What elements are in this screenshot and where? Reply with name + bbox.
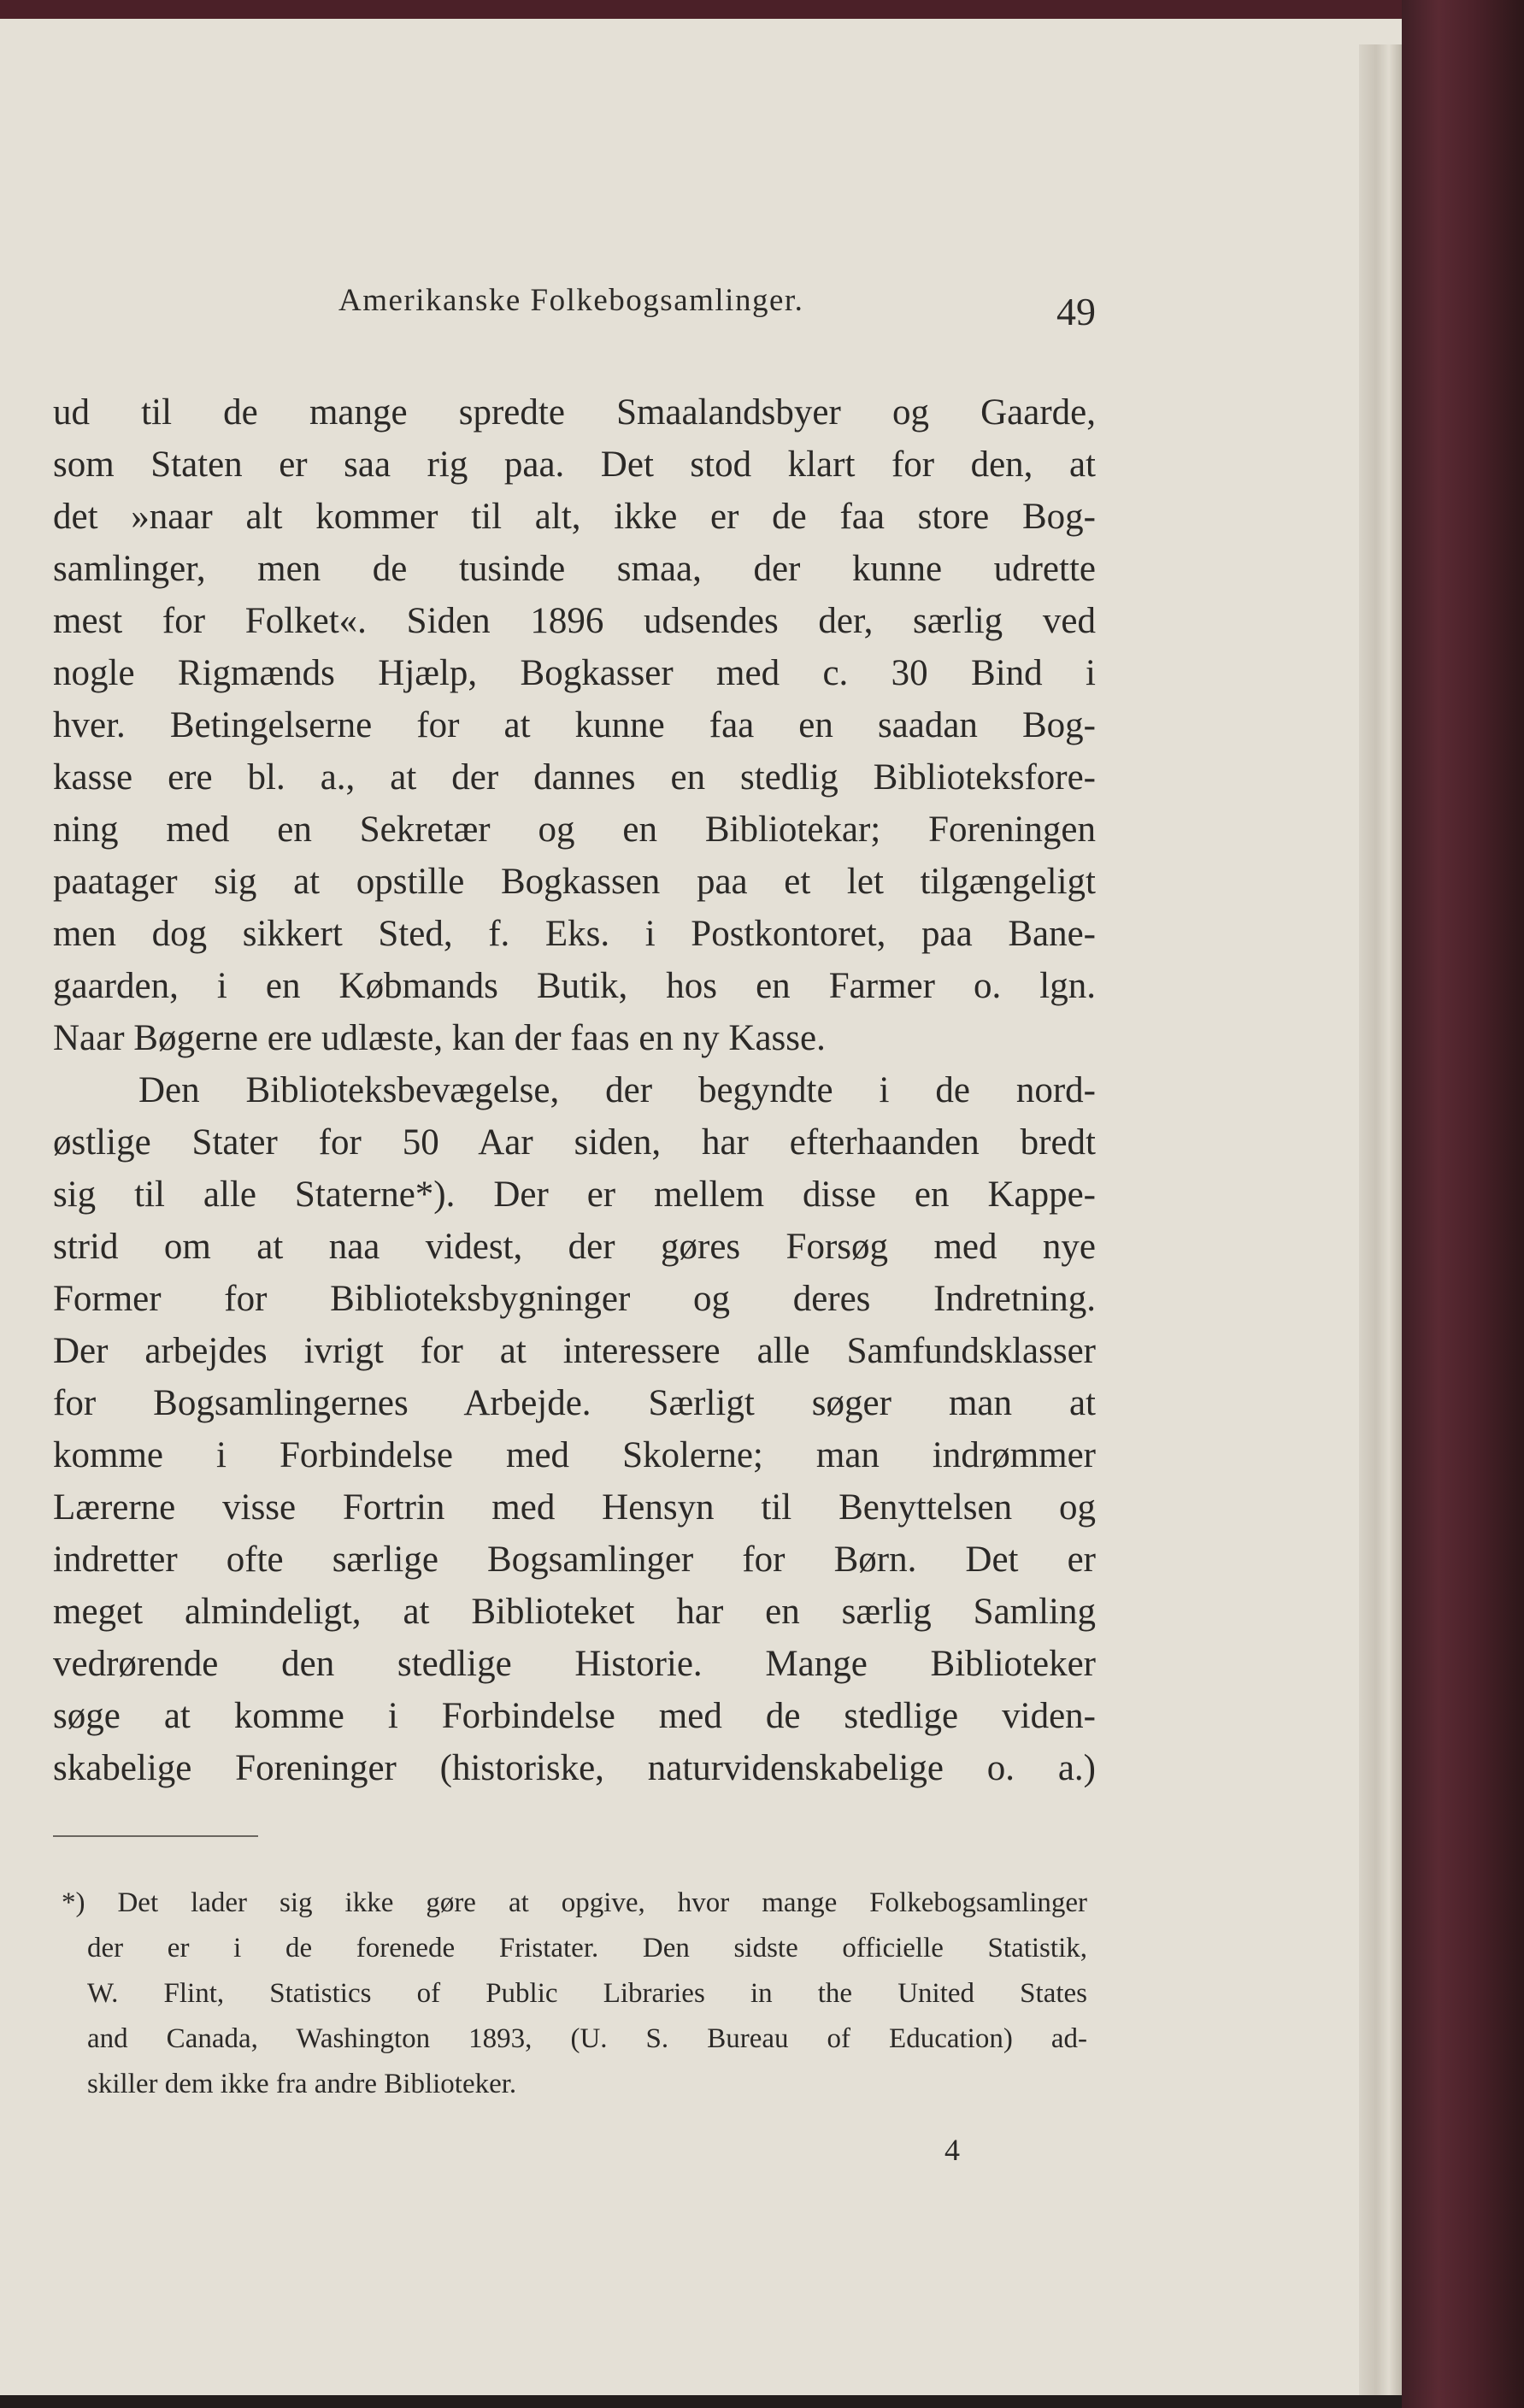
text-line: som Staten er saa rig paa. Det stod klart for den, at [53,445,1096,485]
page-edge-shadow [1359,44,1402,2395]
running-head: Amerikanske Folkebogsamlinger. [338,283,804,318]
text-line: sig til alle Staterne*). Der er mellem disse en Kappe- [53,1175,1096,1215]
book-binding-top [0,0,1524,21]
text-line: Der arbejdes ivrigt for at interessere alle Samfundsklasser [53,1331,1096,1371]
text-line: skabelige Foreninger (historiske, naturvidenskabelige o. a.) [53,1748,1096,1788]
text-line: meget almindeligt, at Biblioteket har en særlig Samling [53,1592,1096,1632]
text-line: strid om at naa videst, der gøres Forsøg med nye [53,1227,1096,1267]
text-line: men dog sikkert Sted, f. Eks. i Postkontoret, paa Bane- [53,914,1096,954]
page-number: 49 [1056,290,1096,333]
text-line: østlige Stater for 50 Aar siden, har efterhaanden bredt [53,1122,1096,1163]
text-line: Naar Bøgerne ere udlæste, kan der faas en ny Kasse. [53,1018,826,1058]
text-line: samlinger, men de tusinde smaa, der kunne udrette [53,549,1096,589]
text-line: nogle Rigmænds Hjælp, Bogkasser med c. 30 Bind i [53,653,1096,693]
text-line: komme i Forbindelse med Skolerne; man indrømmer [53,1435,1096,1475]
text-line: Lærerne visse Fortrin med Hensyn til Benyttelsen og [53,1487,1096,1528]
footnote-line: skiller dem ikke fra andre Biblioteker. [87,2069,517,2099]
text-line: søge at komme i Forbindelse med de stedlige viden- [53,1696,1096,1736]
footnote-line: der er i de forenede Fristater. Den sidste officielle Statistik, [87,1933,1087,1963]
text-line: indretter ofte særlige Bogsamlinger for Børn. Det er [53,1540,1096,1580]
footnote-line: *) Det lader sig ikke gøre at opgive, hvor mange Folkebogsamlinger [62,1887,1087,1918]
text-line: vedrørende den stedlige Historie. Mange Biblioteker [53,1644,1096,1684]
footnote-line: W. Flint, Statistics of Public Libraries in the United States [87,1978,1087,2009]
footnote-rule [53,1835,258,1837]
text-line: gaarden, i en Købmands Butik, hos en Farmer o. lgn. [53,966,1096,1006]
text-line: paatager sig at opstille Bogkassen paa et let tilgængeligt [53,862,1096,902]
text-line: Den Biblioteksbevægelse, der begyndte i de nord- [138,1070,1096,1110]
text-line: hver. Betingelserne for at kunne faa en saadan Bog- [53,705,1096,745]
footnote-line: and Canada, Washington 1893, (U. S. Bureau of Education) ad- [87,2023,1087,2054]
body-text [53,386,1096,1794]
signature-mark: 4 [944,2133,960,2167]
text-line: kasse ere bl. a., at der dannes en stedlig Biblioteksfore- [53,757,1096,798]
text-line: ning med en Sekretær og en Bibliotekar; Foreningen [53,810,1096,850]
book-binding-spine [1402,0,1524,2408]
text-line: mest for Folket«. Siden 1896 udsendes der, særlig ved [53,601,1096,641]
footnote [62,1881,1087,2107]
text-line: Former for Biblioteksbygninger og deres Indretning. [53,1279,1096,1319]
text-line: for Bogsamlingernes Arbejde. Særligt søger man at [53,1383,1096,1423]
text-line: det »naar alt kommer til alt, ikke er de faa store Bog- [53,497,1096,537]
book-page [0,19,1402,2395]
text-line: ud til de mange spredte Smaalandsbyer og Gaarde, [53,392,1096,433]
